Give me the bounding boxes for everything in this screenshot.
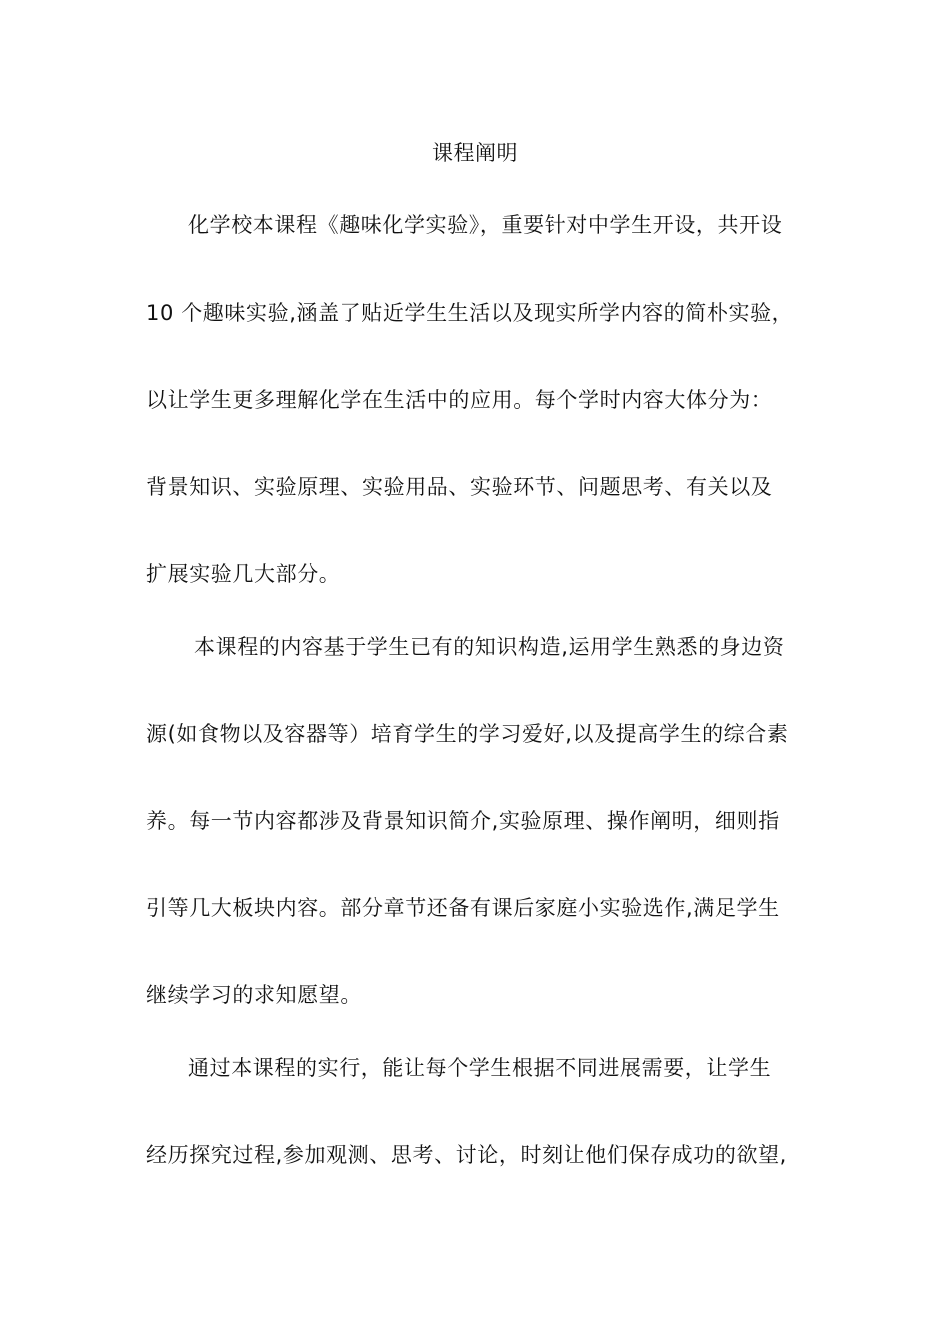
paragraph-2-line-3: 养。每一节内容都涉及背景知识简介,实验原理、操作阐明，细则指 (146, 809, 780, 833)
paragraph-1-line-3: 以让学生更多理解化学在生活中的应用。每个学时内容大体分为： (146, 388, 773, 412)
paragraph-1-line-4: 背景知识、实验原理、实验用品、实验环节、问题思考、有关以及 (146, 475, 773, 499)
paragraph-2-line-5: 继续学习的求知愿望。 (146, 983, 362, 1007)
paragraph-3-line-1: 通过本课程的实行，能让每个学生根据不同进展需要，让学生 (188, 1056, 772, 1080)
paragraph-2-line-2: 源(如食物以及容器等）培育学生的学习爱好,以及提高学生的综合素 (146, 722, 789, 746)
paragraph-1-line-1: 化学校本课程《趣味化学实验》，重要针对中学生开设，共开设 (188, 213, 783, 237)
document-title: 课程阐明 (432, 141, 518, 165)
paragraph-1-line-5: 扩展实验几大部分。 (146, 562, 341, 586)
paragraph-3-line-2: 经历探究过程,参加观测、思考、讨论，时刻让他们保存成功的欲望, (146, 1143, 787, 1167)
paragraph-1-line-2: 10 个趣味实验,涵盖了贴近学生生活以及现实所学内容的简朴实验， (146, 301, 794, 325)
paragraph-2-line-4: 引等几大板块内容。部分章节还备有课后家庭小实验选作,满足学生 (146, 896, 780, 920)
paragraph-2-line-1: 本课程的内容基于学生已有的知识构造,运用学生熟悉的身边资 (194, 635, 785, 659)
